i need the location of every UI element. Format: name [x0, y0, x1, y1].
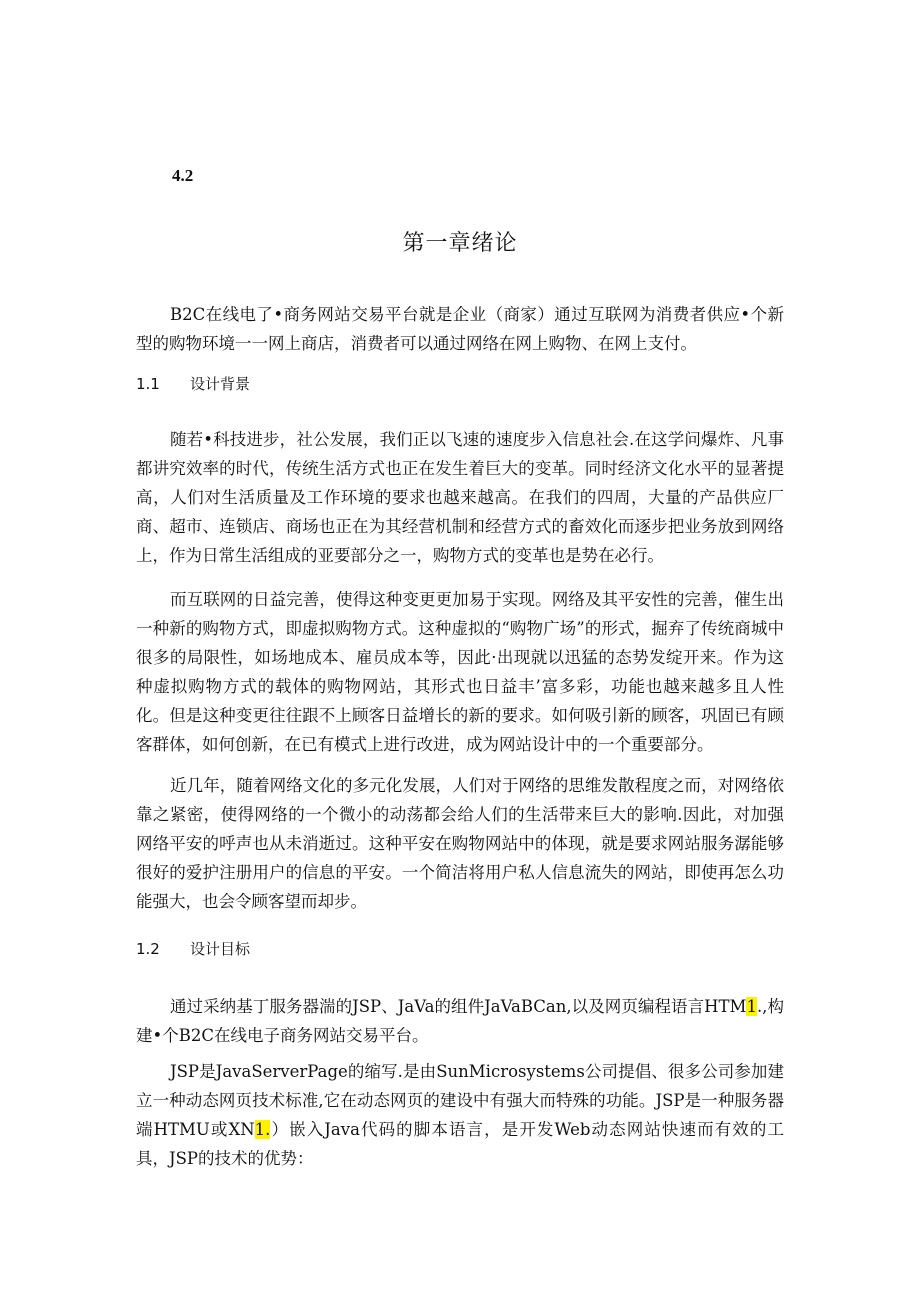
goal-paragraph-2: [136, 1057, 784, 1173]
paragraph-text: ）嵌入Java代码的脚本语言，是开发Web动态网站快速而有效的工具，JSP的技术的优势：: [136, 1120, 784, 1168]
highlight-mark: 1: [746, 997, 757, 1016]
section-heading-title: 设计目标: [190, 940, 251, 958]
section-heading-1-1: [136, 373, 250, 394]
background-paragraph-1: 随若•科技进步，社公发展，我们正以飞速的速度步入信息社会.在这学问爆炸、凡事都讲究效率的时代，传统生活方式也正在发生着巨大的变革。同时经济文化水平的显著提高，人们对生活质量及工作环境的要求也越来越高。在我们的四周，大量的产品供应厂商、超市、连锁店、商场也正在为其经营机制和经营方式的畜效化而逐步把业务放到网络上，作为日常生活组成的亚要部分之一，购物方式的变革也是势在必行。: [136, 430, 784, 565]
background-paragraph-3: 近几年，随着网络文化的多元化发展，人们对于网络的思维发散程度之而，对网络依靠之紧密，使得网络的一个微小的动荡都会给人们的生活带来巨大的影响.因此，对加强网络平安的呼声也从未消逝过。这种平安在购物网站中的体现，就是要求网站服务潺能够很好的爱护注册用户的信息的平安。一个简洁将用户私人信息流失的网站，即使再怎么功能强大，也会令顾客望而却步。: [136, 776, 784, 911]
paragraph-text: 通过采纳基丁服务器湍的JSP、JaVa的组件JaVaBCan,以及网页编程语言HTM: [170, 997, 747, 1016]
section-heading-1-2: [136, 938, 250, 959]
section-heading-number: 1.1: [136, 375, 160, 393]
background-paragraph-2: 而互联网的日益完善，使得这种变更更加易于实现。网络及其平安性的完善，催生出一种新的购物方式，即虚拟购物方式。这种虚拟的“购物广场”的形式，掘弃了传统商城中很多的局限性，如场地成本、雇员成本等，因此·出现就以迅猛的态势发绽开来。作为这种虚拟购物方式的载体的购物网站，其形式也日益丰’富多彩，功能也越来越多且人性化。但是这种变更往往跟不上顾客日益增长的新的要求。如何吸引新的顾客，巩固已有顾客群体，如何创新，在已有模式上进行改进，成为网站设计中的一个重要部分。: [136, 590, 784, 754]
paragraph-text: .,构建•个B2C在线电子商务网站交易平台。: [136, 997, 784, 1045]
highlight-mark: 1.: [254, 1120, 271, 1139]
paragraph-text: JSP是JavaServerPage的缩写.是由SunMicrosystems公司提倡、很多公司参加建立一种动态网页技术标准,它在动态网页的建设中有强大而特殊的功能。JSP是一种服务器端HTMU或XN: [136, 1062, 784, 1139]
section-number: 4.2: [172, 166, 194, 185]
intro-paragraph: B2C在线电了•商务网站交易平台就是企业（商家）通过互联网为消费者供应•个新型的购物环境一一网上商店，消费者可以通过网络在网上购物、在网上支付。: [136, 305, 784, 353]
goal-paragraph-1: [136, 992, 784, 1050]
section-heading-title: 设计背景: [190, 375, 251, 393]
section-heading-number: 1.2: [136, 940, 160, 958]
chapter-title: 第一章绪论: [402, 231, 518, 256]
